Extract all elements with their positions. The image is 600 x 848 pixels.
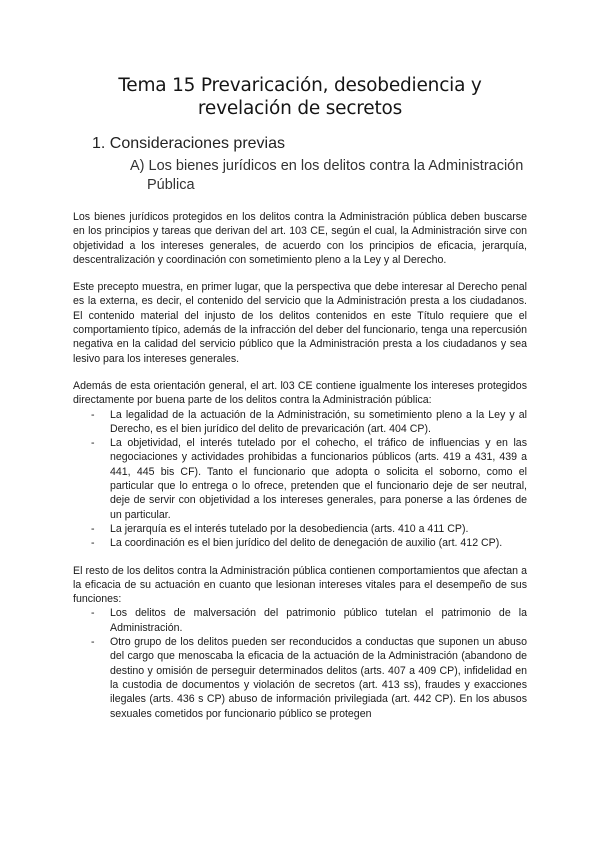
bullet-list [73, 408, 527, 551]
document-title: Tema 15 Prevaricación, desobediencia y revelación de secretos [118, 75, 482, 119]
paragraph: Además de esta orientación general, el art. l03 CE contiene igualmente los intereses protegidos directamente por buena parte de los delitos contra la Administración pública: [73, 379, 527, 407]
list-item: - La legalidad de la actuación de la Administración, su sometimiento pleno a la Ley y al Derecho, es el bien jurídico del delito de prevaricación (art. 404 CP). [73, 408, 527, 437]
paragraph: Este precepto muestra, en primer lugar, que la perspectiva que debe interesar al Derecho penal es la externa, es decir, el contenido del servicio que la Administración presta a los ciudadanos. El contenido material del injusto de los delitos contenidos en este Título requiere que el comportamiento típico, además de la infracción del deber del funcionario, tenga una repercusión negativa en la calidad del servicio público que la Administración presta a los ciudadanos y sea lesivo para los intereses generales. [73, 281, 527, 365]
paragraph: Los bienes jurídicos protegidos en los delitos contra la Administración pública deben buscarse en los principios y tareas que derivan del art. 103 CE, según el cual, la Administración sirve con objetividad a los intereses generales, de acuerdo con los principios de eficacia, jerarquía, descentralización y coordinación con sometimiento pleno a la Ley y al Derecho. [73, 211, 527, 266]
section-heading: 1. Consideraciones previas [92, 135, 285, 152]
list-item: - La coordinación es el bien jurídico del delito de denegación de auxilio (art. 412 CP). [73, 536, 527, 550]
subsection-heading-line2: Pública [147, 177, 195, 193]
paragraph: El resto de los delitos contra la Administración pública contienen comportamientos que afectan a la eficacia de su actuación en cuanto que lesionan intereses vitales para el desempeño de sus funciones: [73, 564, 527, 606]
document-body [73, 210, 527, 734]
bullet-list [73, 606, 527, 720]
list-item: - Los delitos de malversación del patrimonio público tutelan el patrimonio de la Administración. [73, 606, 527, 635]
list-item: - Otro grupo de los delitos pueden ser reconducidos a conductas que suponen un abuso del cargo que menoscaba la eficacia de la actuación de la Administración (abandono de destino y omisión de perseguir determinados delitos (arts. 407 a 409 CP), infidelidad en la custodia de documentos y violación de secretos (art. 413 ss), fraudes y exacciones ilegales (arts. 436 s CP) abuso de información privilegiada (art. 442 CP). En los abusos sexuales cometidos por funcionario público se protegen [73, 635, 527, 721]
subsection-heading-line1: A) Los bienes jurídicos en los delitos contra la Administración [130, 158, 524, 174]
list-item: - La jerarquía es el interés tutelado por la desobediencia (arts. 410 a 411 CP). [73, 522, 527, 536]
subsection-heading [130, 157, 530, 195]
list-item: - La objetividad, el interés tutelado por el cohecho, el tráfico de influencias y en las negociaciones y actividades prohibidas a funcionarios públicos (arts. 419 a 431, 439 a 441, 445 bis CF). Tanto el funcionario que adopta o solicita el soborno, como el particular que lo entrega o lo ofrece, pretenden que el funcionario deje de ser neutral, deje de servir con objetividad a los intereses generales, para ponerse a las órdenes de un particular. [73, 436, 527, 522]
